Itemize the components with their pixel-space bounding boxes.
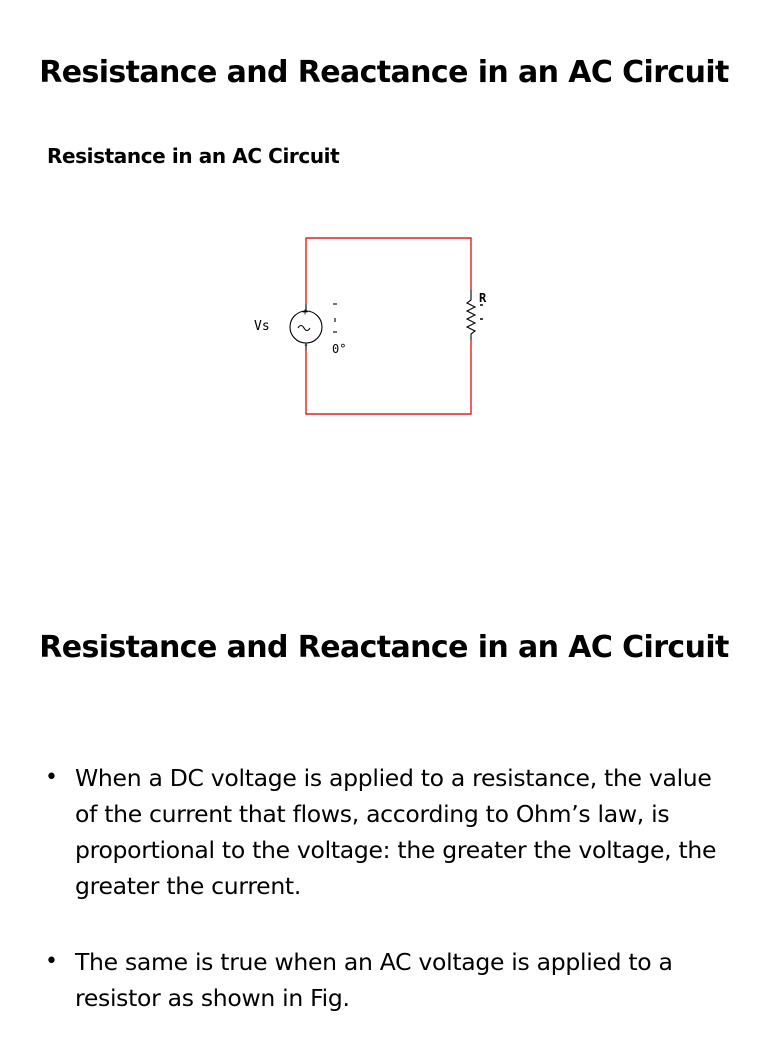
source-plus-sign: + — [302, 307, 309, 318]
slide-subtitle: Resistance in an AC Circuit — [47, 144, 340, 168]
circuit-wires — [306, 238, 471, 414]
bullet-list — [45, 760, 725, 1056]
source-label: Vs — [254, 319, 270, 334]
resistor-terminal-marks — [480, 305, 483, 319]
slide-2 — [0, 576, 768, 1024]
bullet-text: When a DC voltage is applied to a resistance, the value of the current that flows, according to Ohm’s law, is proportional to the voltage: the greater the voltage, the greater the current. — [75, 764, 717, 900]
circuit-diagram — [240, 228, 500, 428]
source-minus-sign: - — [303, 340, 310, 351]
slide-title: Resistance and Reactance in an AC Circuit — [39, 630, 729, 665]
resistor-icon — [467, 290, 475, 340]
source-phase: 0° — [332, 342, 347, 356]
source-terminal-marks — [333, 304, 337, 332]
bullet-icon: • — [45, 949, 58, 974]
list-item — [45, 760, 725, 904]
list-item — [45, 944, 725, 1016]
bullet-text: The same is true when an AC voltage is applied to a resistor as shown in Fig. — [75, 948, 673, 1012]
resistor-label: R — [479, 291, 487, 305]
slide-title: Resistance and Reactance in an AC Circuit — [39, 55, 729, 90]
bullet-icon: • — [45, 765, 58, 790]
